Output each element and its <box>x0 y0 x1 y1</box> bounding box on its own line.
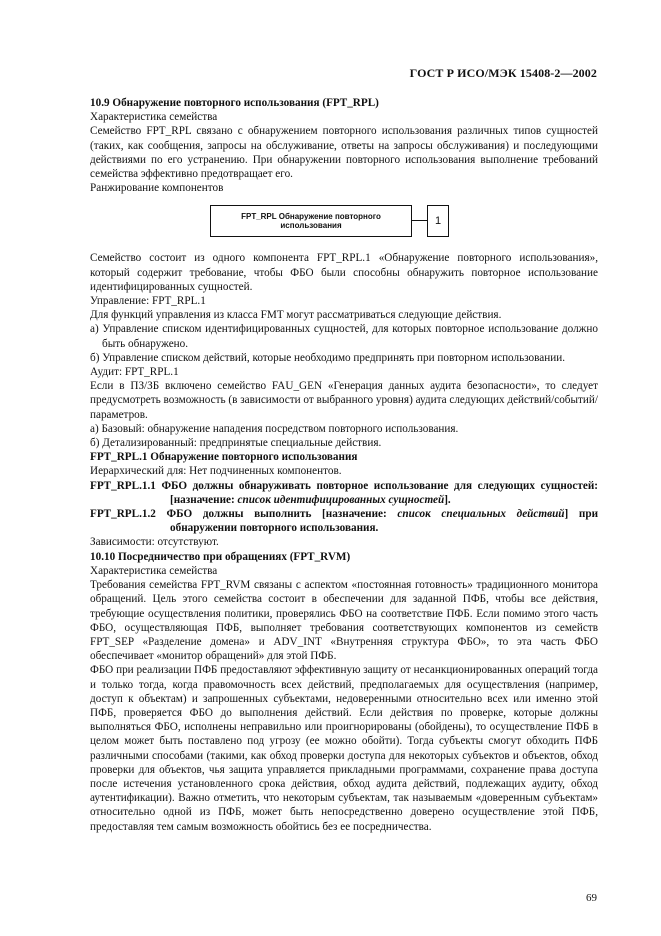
rvm-paragraph-2: ФБО при реализации ПФБ предоставляют эффективную защиту от несанкционированных операций тогда и только тогда, когда правомочность всех действий, предполагаемых для осуществления (например, доступ к объектам) и запрошенных субъектами, недоверенными относительно всех или именно этой ПФБ, проверяется ФБО до выполнения действий. Если действия по проверке, которые должны выполняться ФБО, исполнены неправильно или проигнорированы (обойдены), то осуществление ПФБ в целом может быть поставлено под угрозу (ее можно обойти). Тогда субъекты смогут обходить ПФБ различными способами (такими, как обход проверки доступа для некоторых субъектов и объектов, обход проверки для объектов, чья защита управляется прикладными программами, сохранение права доступа после истечения установленного срока действия, обход аудита действий, подлежащих аудиту, обход аутентификации). Важно отметить, что некоторым субъектам, так называемым «доверенным субъектам» относительно одной из ПФБ, может быть непосредственно доверено осуществление этой ПФБ, предоставляя тем самым возможность обойтись без ее посредничества. <box>90 664 598 833</box>
family-box: FPT_RPL Обнаружение повторного использования <box>210 205 412 237</box>
management-item-b: б) Управление списком действий, которые необходимо предпринять при повторном использовании. <box>90 351 565 364</box>
element-text-start: ФБО должны выполнить [назначение: <box>166 508 398 521</box>
document-body <box>90 96 598 834</box>
management-item-a: а) Управление списком идентифицированных сущностей, для которых повторное использование должно быть обнаружено. <box>90 323 598 350</box>
component-ranking-diagram <box>90 199 598 245</box>
element-id: FPT_RPL.1.2 <box>90 508 156 521</box>
component-number-box: 1 <box>427 205 449 237</box>
element-text: ФБО должны обнаруживать повторное использование для следующих сущностей: <box>161 479 599 492</box>
ranking-label: Ранжирование компонентов <box>90 182 224 195</box>
section-title-10-10: 10.10 Посредничество при обращениях (FPT_RVM) <box>90 550 351 563</box>
assignment-close: ]. <box>444 493 451 506</box>
management-label: Управление: FPT_RPL.1 <box>90 295 206 308</box>
family-characteristic-text: Семейство FPT_RPL связано с обнаружением повторного использования различных типов сущностей (таких, как сообщения, запросы на обслуживание, ответы на запросы обслуживания) и последующими действиями по его устранению. При обнаружении повторного использования выполнение требований семейства эффективно предотвращает его. <box>90 125 598 181</box>
audit-text: Если в ПЗ/ЗБ включено семейство FAU_GEN «Генерация данных аудита безопасности», то следует предусмотреть возможность (в зависимости от выбранного уровня) аудита следующих действий/событий/параметров. <box>90 380 598 421</box>
rvm-paragraph-1: Требования семейства FPT_RVM связаны с аспектом «постоянная готовность» традиционного монитора обращений. Цель этого семейства состоит в обеспечении для заданной ПФБ, чтобы все действия, требующие осуществления политики, проверялись ФБО на соответствие ПФБ. Если помимо этого часть ФБО, осуществляющая ПФБ, выполняет требования соответствующих компонентов из семейств FPT_SEP «Разделение домена» и ADV_INT «Внутренняя структура ФБО», то эта часть ФБО обеспечивает «монитор обращений» для этой ПФБ. <box>90 579 598 663</box>
family-characteristic-label: Характеристика семейства <box>90 564 218 577</box>
element-fpt-rpl-1-1 <box>90 479 598 507</box>
management-intro: Для функций управления из класса FMT могут рассматриваться следующие действия. <box>90 309 502 322</box>
assignment-text: список специальных действий <box>397 508 565 521</box>
standard-code-header: ГОСТ Р ИСО/МЭК 15408-2—2002 <box>409 66 597 80</box>
audit-label: Аудит: FPT_RPL.1 <box>90 366 179 379</box>
assignment-open: [назначение: <box>170 493 238 506</box>
element-text-end: ] при обнаружении повторного использования. <box>170 508 599 535</box>
family-description: Семейство состоит из одного компонента FPT_RPL.1 «Обнаружение повторного использования», который содержит требование, чтобы ФБО были способны обнаружить повторное использование идентифицированных сущностей. <box>90 252 598 293</box>
dependencies-text: Зависимости: отсутствуют. <box>90 536 219 549</box>
section-title-10-9: 10.9 Обнаружение повторного использования (FPT_RPL) <box>90 97 379 109</box>
connector-line <box>411 220 427 221</box>
family-characteristic-label: Характеристика семейства <box>90 111 218 124</box>
audit-item-a: а) Базовый: обнаружение нападения посредством повторного использования. <box>90 422 459 435</box>
page-number: 69 <box>586 892 597 904</box>
component-title: FPT_RPL.1 Обнаружение повторного использования <box>90 451 358 464</box>
hierarchical-text: Иерархический для: Нет подчиненных компонентов. <box>90 465 342 478</box>
element-id: FPT_RPL.1.1 <box>90 479 156 492</box>
element-fpt-rpl-1-2 <box>90 507 598 535</box>
assignment-text: список идентифицированных сущностей <box>237 493 445 506</box>
audit-item-b: б) Детализированный: предпринятые специальные действия. <box>90 437 382 450</box>
